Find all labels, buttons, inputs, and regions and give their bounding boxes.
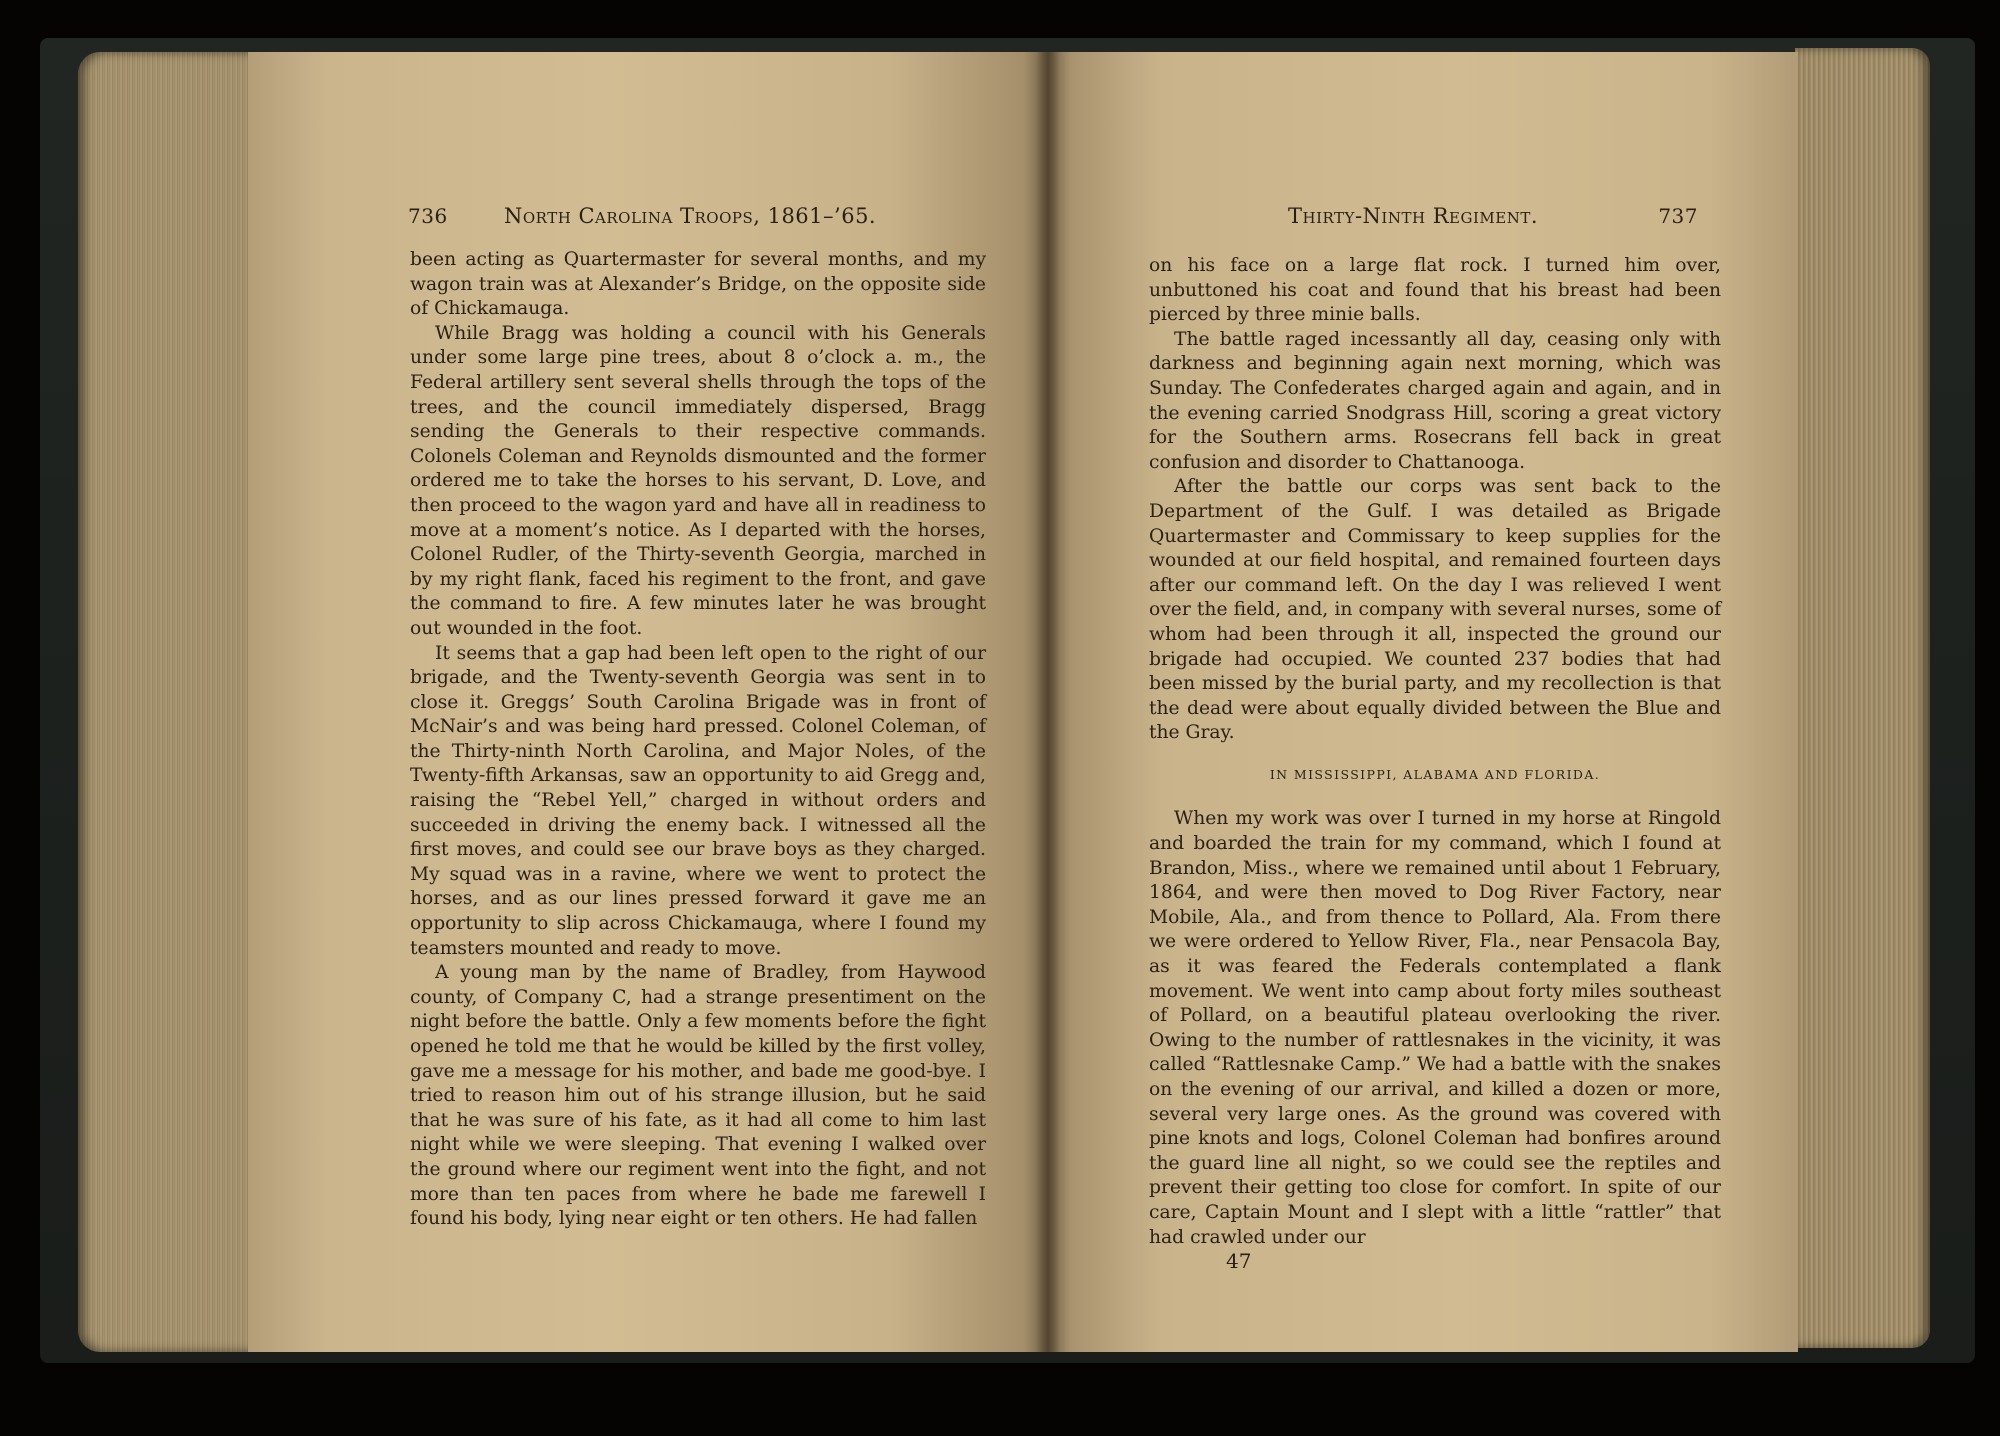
paragraph: on his face on a large flat rock. I turned him over, unbuttoned his coat and found that his breast had been pierced by three minie balls. (1149, 255, 1721, 326)
right-text-column (1149, 254, 1721, 1250)
paragraph: It seems that a gap had been left open to the right of our brigade, and the Twenty-seventh Georgia was sent in to close it. Greggs’ South Carolina Brigade was in front of McNair’s and was being hard pressed. Colonel Coleman, of the Thirty-ninth North Carolina, and Major Noles, of the Twenty-fifth Arkansas, saw an opportunity to aid Gregg and, raising the “Rebel Yell,” charged in without orders and succeeded in driving the enemy back. I witnessed all the first moves, and could see our brave boys as they charged. My squad was in a ravine, where we went to protect the horses, and as our lines pressed forward it gave me an opportunity to slip across Chickamauga, where I found my teamsters mounted and ready to move. (410, 642, 986, 959)
right-running-title: Thirty-Ninth Regiment. (1288, 204, 1539, 228)
page-edges-left (78, 52, 253, 1352)
paragraph: A young man by the name of Bradley, from Haywood county, of Company C, had a strange presentiment on the night before the battle. Only a few moments before the fight opened he told me that he would be killed by the first volley, gave me a message for his mother, and bade me good-bye. I tried to reason him out of his strange illusion, but he said that he was sure of his fate, as it had all come to him last night while we were sleeping. That evening I walked over the ground where our regiment went into the fight, and not more than ten paces from where he bade me farewell I found his body, lying near eight or ten others. He had fallen (410, 962, 986, 1230)
left-page (248, 52, 1048, 1352)
right-page-number: 737 (1658, 204, 1698, 228)
section-heading: IN MISSISSIPPI, ALABAMA AND FLORIDA. (1269, 766, 1601, 782)
right-page (1048, 52, 1798, 1352)
paragraph: While Bragg was holding a council with his Generals under some large pine trees, about 8 o’clock a. m., the Federal artillery sent several shells through the tops of the trees, and the council immediately dispersed, Bragg sending the Generals to their respective commands. Colonels Coleman and Reynolds dismounted and the former ordered me to take the horses to his servant, D. Love, and then proceed to the wagon yard and have all in readiness to move at a moment’s notice. As I departed with the horses, Colonel Rudler, of the Thirty-seventh Georgia, marched in by my right flank, faced his regiment to the front, and gave the command to fire. A few minutes later he was brought out wounded in the foot. (410, 322, 986, 639)
book-gutter (1036, 52, 1060, 1352)
paragraph: After the battle our corps was sent back to the Department of the Gulf. I was detailed as Brigade Quartermaster and Commissary to keep supplies for the wounded at our field hospital, and remained fourteen days after our command left. On the day I was relieved I went over the field, and, in company with several nurses, some of whom had been through it all, inspected the ground our brigade had occupied. We counted 237 bodies that had been missed by the burial party, and my recollection is that the dead were about equally divided between the Blue and the Gray. (1149, 476, 1721, 744)
right-page-header (1108, 204, 1698, 244)
paragraph: been acting as Quartermaster for several months, and my wagon train was at Alexander’s Bridge, on the opposite side of Chickamauga. (410, 249, 986, 320)
paragraph: When my work was over I turned in my horse at Ringold and boarded the train for my command, which I found at Brandon, Miss., where we remained until about 1 February, 1864, and were then moved to Dog River Factory, near Mobile, Ala., and from thence to Pollard, Ala. From there we were ordered to Yellow River, Fla., near Pensacola Bay, as it was feared the Federals contemplated a flank movement. We went into camp about forty miles southeast of Pollard, on a beautiful plateau overlooking the river. Owing to the number of rattlesnakes in the vicinity, it was called “Rattlesnake Camp.” We had a battle with the snakes on the evening of our arrival, and killed a dozen or more, several very large ones. As the ground was covered with pine knots and logs, Colonel Coleman had bonfires around the guard line all night, so we could see the reptiles and prevent their getting too close for comfort. In spite of our care, Captain Mount and I slept with a little “rattler” that had crawled under our (1149, 808, 1721, 1248)
left-page-header (408, 204, 988, 244)
paragraph: The battle raged incessantly all day, ceasing only with darkness and beginning again next morning, which was Sunday. The Confederates charged again and again, and in the evening carried Snodgrass Hill, scoring a great victory for the Southern arms. Rosecrans fell back in great confusion and disorder to Chattanooga. (1149, 328, 1721, 473)
left-running-title: North Carolina Troops, 1861–’65. (504, 204, 877, 228)
signature-mark: 47 (1226, 1249, 1252, 1273)
left-page-number: 736 (408, 204, 448, 228)
left-text-column (410, 248, 986, 1232)
page-edges-right (1795, 48, 1930, 1348)
